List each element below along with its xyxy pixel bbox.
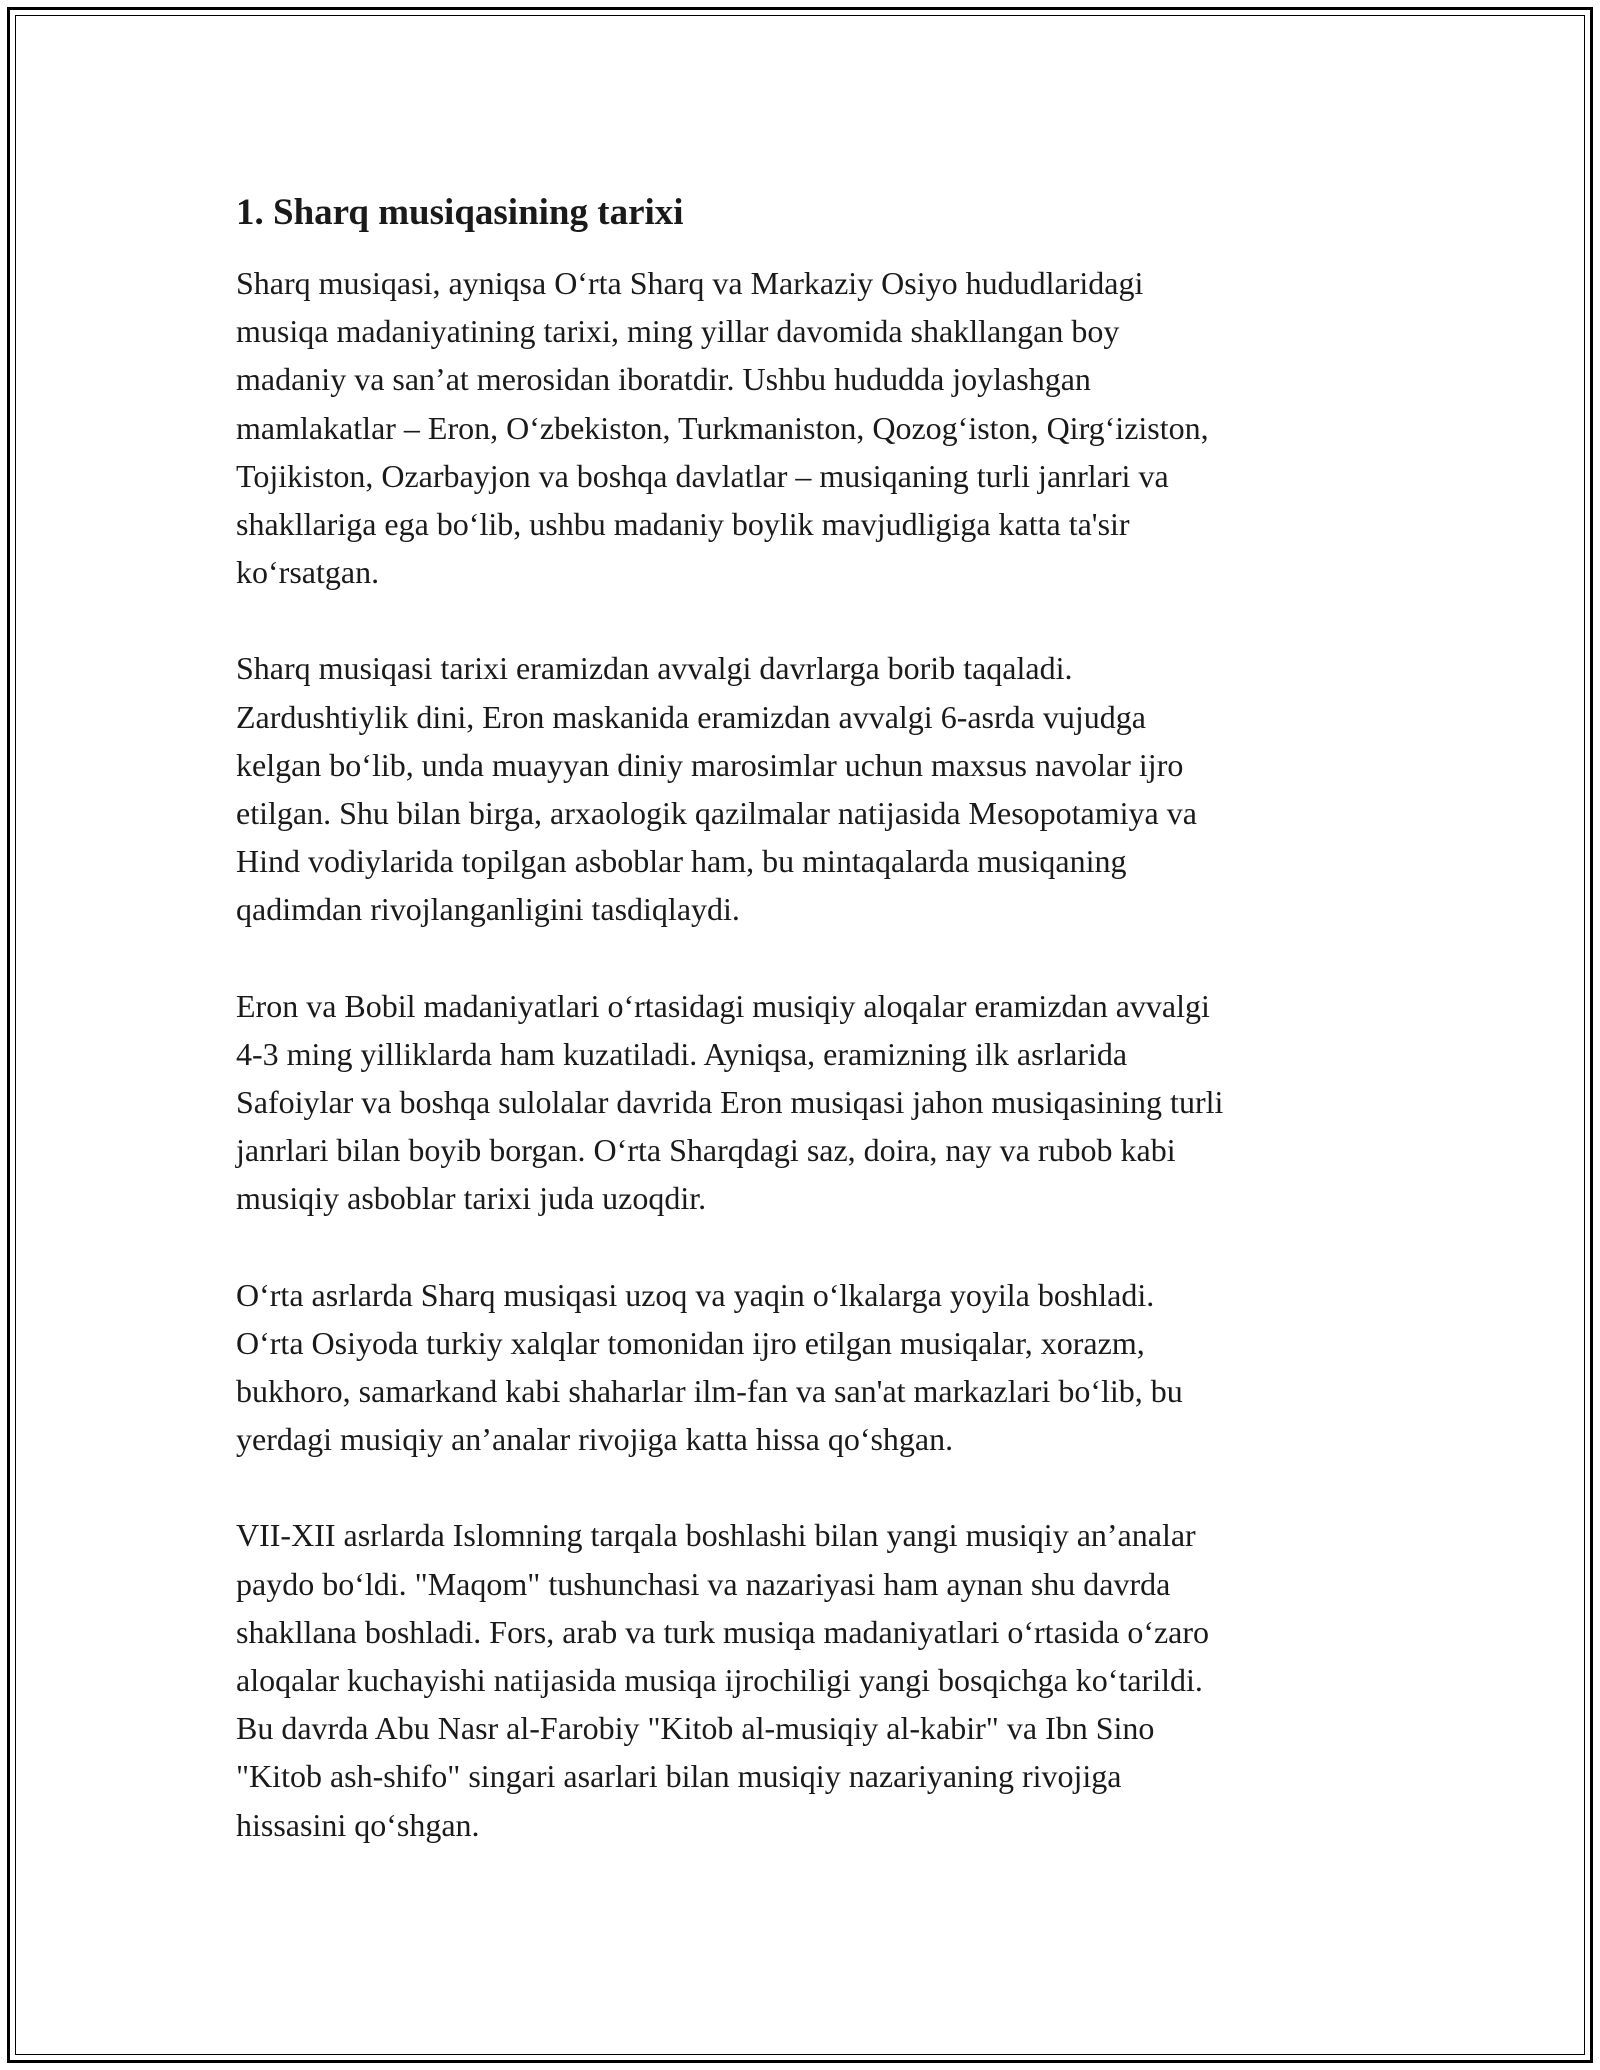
paragraph-line: shakllariga ega bo‘lib, ushbu madaniy boylik mavjudligiga katta ta'sir bbox=[236, 506, 1130, 543]
paragraph-line: musiqa madaniyatining tarixi, ming yillar davomida shakllangan boy bbox=[236, 313, 1120, 350]
paragraph-line: 4-3 ming yilliklarda ham kuzatiladi. Ayniqsa, eramizning ilk asrlarida bbox=[236, 1035, 1128, 1072]
paragraph-line: VII-XII asrlarda Islomning tarqala boshlashi bilan yangi musiqiy an’analar bbox=[236, 1517, 1196, 1554]
paragraph-line: Zardushtiylik dini, Eron maskanida eramizdan avvalgi 6-asrda vujudga bbox=[236, 698, 1146, 735]
paragraph-line: musiqiy asboblar tarixi juda uzoqdir. bbox=[236, 1180, 707, 1217]
paragraph-line: bukhoro, samarkand kabi shaharlar ilm-fan va san'at markazlari bo‘lib, bu bbox=[236, 1373, 1183, 1410]
paragraph-line: ko‘rsatgan. bbox=[236, 554, 380, 591]
paragraph-4 bbox=[236, 1271, 1386, 1464]
paragraph-line: Eron va Bobil madaniyatlari o‘rtasidagi musiqiy aloqalar eramizdan avvalgi bbox=[236, 987, 1210, 1024]
paragraph-line: shakllana boshladi. Fors, arab va turk musiqa madaniyatlari o‘rtasida o‘zaro bbox=[236, 1613, 1210, 1650]
paragraph-line: "Kitob ash-shifo" singari asarlari bilan musiqiy nazariyaning rivojiga bbox=[236, 1758, 1122, 1795]
paragraph-line: janrlari bilan boyib borgan. O‘rta Sharqdagi saz, doira, nay va rubob kabi bbox=[236, 1132, 1176, 1169]
paragraph-line: Hind vodiylarida topilgan asboblar ham, bu mintaqalarda musiqaning bbox=[236, 843, 1127, 880]
paragraph-line: Tojikiston, Ozarbayjon va boshqa davlatlar – musiqaning turli janrlari va bbox=[236, 457, 1169, 494]
paragraph-line: qadimdan rivojlanganligini tasdiqlaydi. bbox=[236, 891, 740, 928]
paragraph-line: kelgan bo‘lib, unda muayyan diniy marosimlar uchun maxsus navolar ijro bbox=[236, 746, 1184, 783]
paragraph-line: Safoiylar va boshqa sulolalar davrida Eron musiqasi jahon musiqasining turli bbox=[236, 1084, 1224, 1121]
paragraph-line: madaniy va san’at merosidan iboratdir. Ushbu hududda joylashgan bbox=[236, 361, 1091, 398]
paragraph-line: O‘rta Osiyoda turkiy xalqlar tomonidan ijro etilgan musiqalar, xorazm, bbox=[236, 1324, 1145, 1361]
paragraph-line: hissasini qo‘shgan. bbox=[236, 1806, 480, 1843]
paragraph-line: Sharq musiqasi tarixi eramizdan avvalgi davrlarga borib taqaladi. bbox=[236, 650, 1073, 687]
paragraph-line: Bu davrda Abu Nasr al-Farobiy "Kitob al-musiqiy al-kabir" va Ibn Sino bbox=[236, 1710, 1155, 1747]
paragraph-line: mamlakatlar – Eron, O‘zbekiston, Turkmaniston, Qozog‘iston, Qirg‘iziston, bbox=[236, 409, 1209, 446]
paragraph-1 bbox=[236, 259, 1386, 596]
paragraph-5 bbox=[236, 1511, 1386, 1848]
paragraph-3 bbox=[236, 982, 1386, 1223]
paragraph-line: O‘rta asrlarda Sharq musiqasi uzoq va yaqin o‘lkalarga yoyila boshladi. bbox=[236, 1276, 1155, 1313]
paragraph-line: aloqalar kuchayishi natijasida musiqa ijrochiligi yangi bosqichga ko‘tarildi. bbox=[236, 1662, 1203, 1699]
paragraph-line: etilgan. Shu bilan birga, arxaologik qazilmalar natijasida Mesopotamiya va bbox=[236, 795, 1197, 832]
paragraph-line: Sharq musiqasi, ayniqsa O‘rta Sharq va Markaziy Osiyo hududlaridagi bbox=[236, 265, 1144, 301]
paragraph-line: paydo bo‘ldi. "Maqom" tushunchasi va nazariyasi ham aynan shu davrda bbox=[236, 1565, 1171, 1602]
document-body bbox=[236, 185, 1386, 1897]
paragraph-line: yerdagi musiqiy an’analar rivojiga katta hissa qo‘shgan. bbox=[236, 1421, 954, 1458]
document-title: 1. Sharq musiqasining tarixi bbox=[236, 192, 684, 233]
paragraph-2 bbox=[236, 644, 1386, 933]
